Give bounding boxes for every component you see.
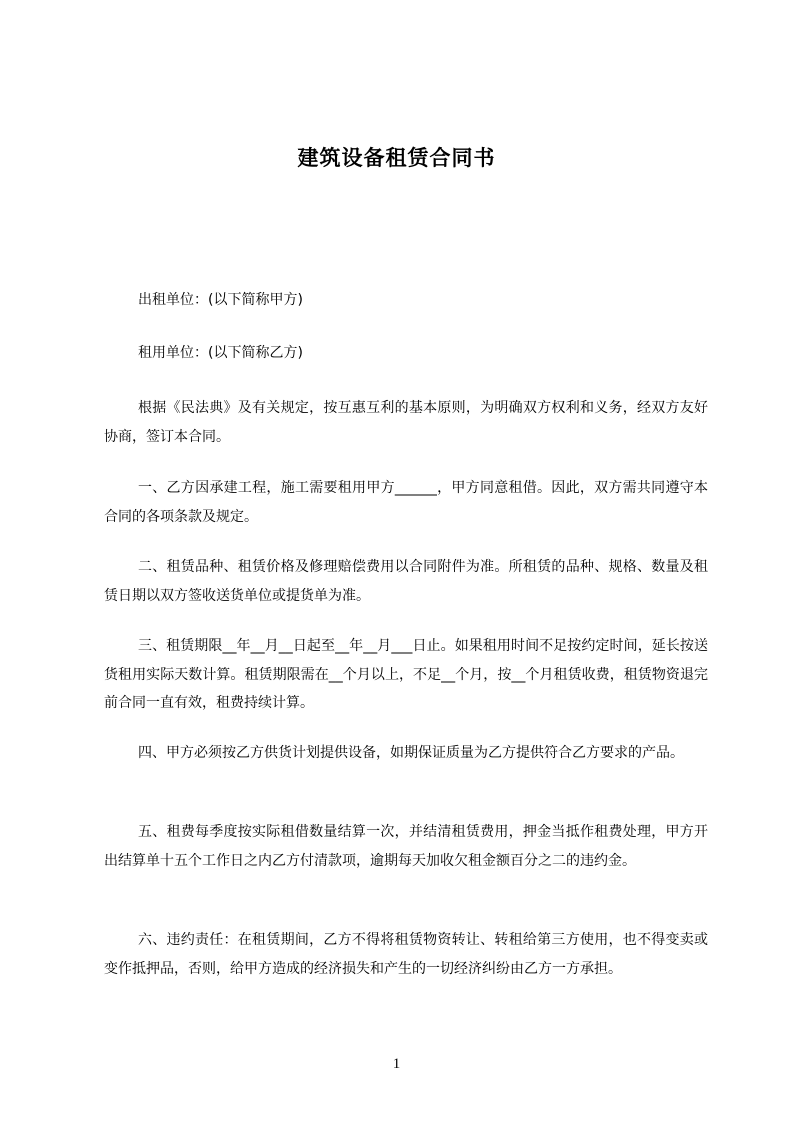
document-title: 建筑设备租赁合同书 <box>297 146 496 170</box>
clause-5: 五、租费每季度按实际租借数量结算一次，并结清租赁费用，押金当抵作租费处理，甲方开出结算单十五个工作日之内乙方付清款项，逾期每天加收欠租金额百分之二的违约金。 <box>104 824 708 869</box>
clause-1: 一、乙方因承建工程，施工需要租用甲方______，甲方同意租借。因此，双方需共同遵守本合同的各项条款及规定。 <box>104 480 708 525</box>
clause-6: 六、违约责任：在租赁期间，乙方不得将租赁物资转让、转租给第三方使用，也不得变卖或变作抵押品，否则，给甲方造成的经济损失和产生的一切经济纠纷由乙方一方承担。 <box>104 932 708 977</box>
lessor-line: 出租单位：(以下简称甲方) <box>138 292 303 308</box>
page-number: 1 <box>392 1056 401 1072</box>
clause-2: 二、租赁品种、租赁价格及修理赔偿费用以合同附件为准。所租赁的品种、规格、数量及租赁日期以双方签收送货单位或提货单为准。 <box>104 559 708 604</box>
clause-4: 四、甲方必须按乙方供货计划提供设备，如期保证质量为乙方提供符合乙方要求的产品。 <box>138 745 684 761</box>
clause-3: 三、租赁期限__年__月__日起至__年__月___日止。如果租用时间不足按约定时间，延长按送货租用实际天数计算。租赁期限需在__个月以上，不足__个月，按__个月租赁收费，租赁物资退完前合同一直有效，租费持续计算。 <box>104 638 708 711</box>
lessee-line: 租用单位：(以下简称乙方) <box>138 345 303 361</box>
preamble-paragraph: 根据《民法典》及有关规定，按互惠互利的基本原则，为明确双方权利和义务，经双方友好协商，签订本合同。 <box>104 400 708 445</box>
